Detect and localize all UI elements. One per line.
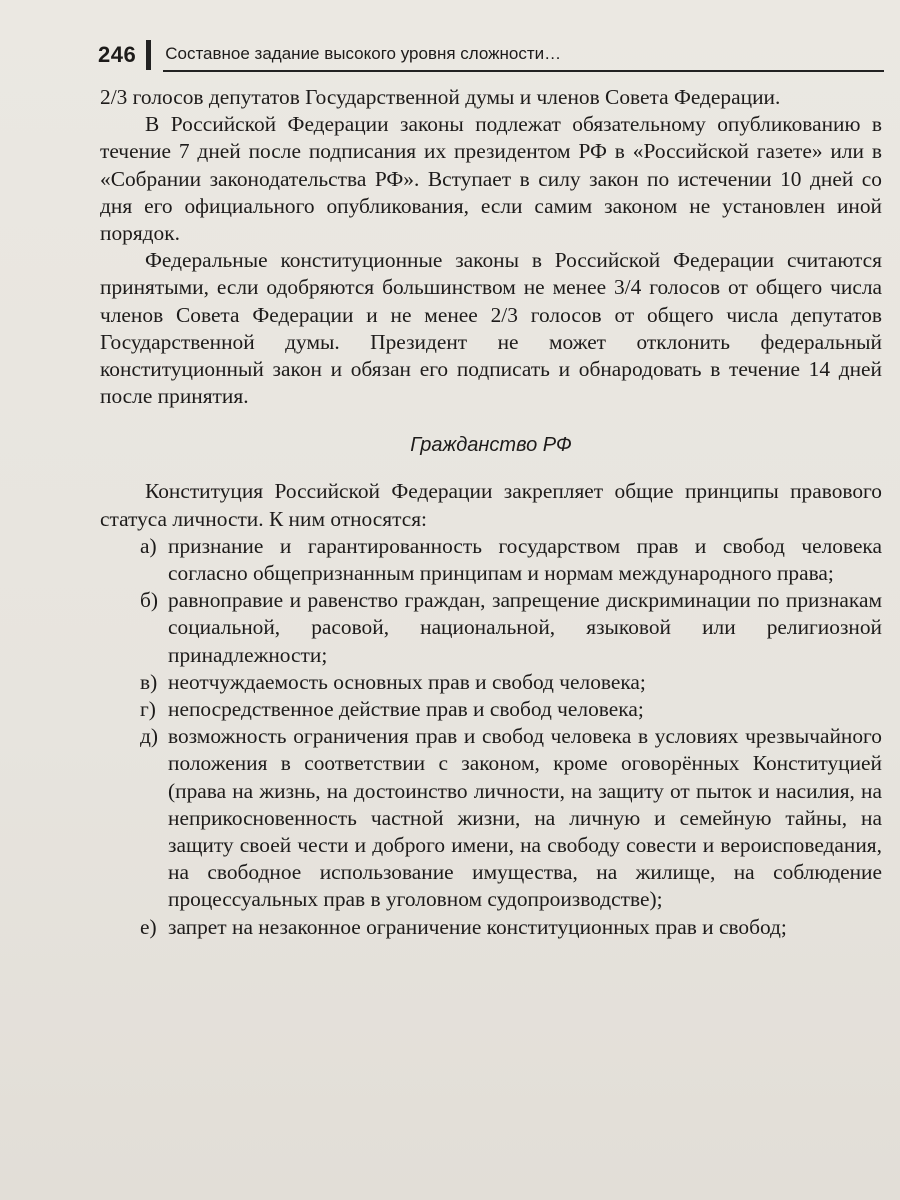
paragraph-continued: 2/3 голосов депутатов Государственной думы и членов Совета Федерации. — [100, 85, 781, 109]
running-title: Составное задание высокого уровня сложности… — [163, 44, 884, 72]
list-item-text: непосредственное действие прав и свобод человека; — [168, 697, 644, 722]
list-item — [100, 587, 882, 669]
list-item-text: возможность ограничения прав и свобод человека в условиях чрезвычайного положения в соответствии с законом, кроме оговорённых Конституцией (права на жизнь, на достоинство личности, на защиту от пыток и насилия, на неприкосновенность частной жизни, на личную и семейную тайны, на защиту своей чести и доброго имени, на свободу совести и вероисповедания, на свободное использование имущества, на жилище, на соблюдение процессуальных прав в уголовном судопроизводстве); — [168, 724, 882, 912]
list-item — [100, 914, 882, 941]
paragraph-intro: Конституция Российской Федерации закрепляет общие принципы правового статуса личности. К ним относятся: — [100, 479, 882, 531]
list-marker: е) — [140, 914, 157, 939]
page-body — [100, 84, 882, 941]
list-item-text: запрет на незаконное ограничение конституционных прав и свобод; — [168, 914, 787, 939]
list-item — [100, 723, 882, 913]
section-heading: Гражданство РФ — [410, 434, 572, 457]
list-item-text: равноправие и равенство граждан, запрещение дискриминации по признакам социальной, расовой, национальной, языковой или религиозной принадлежности; — [168, 588, 882, 667]
list-item-text: неотчуждаемость основных прав и свобод человека; — [168, 669, 646, 694]
list-marker: д) — [140, 724, 159, 749]
paragraph: Федеральные конституционные законы в Российской Федерации считаются принятыми, если одобряются большинством не менее 3/4 голосов от общего числа членов Совета Федерации и не менее 2/3 голосов от общего числа депутатов Государственной думы. Президент не может отклонить федеральный конституционный закон и обязан его подписать и обнародовать в течение 14 дней после принятия. — [100, 248, 882, 409]
header-divider-bar — [146, 40, 151, 70]
page-number: 246 — [98, 42, 137, 67]
paragraph: В Российской Федерации законы подлежат обязательному опубликованию в течение 7 дней после подписания их президентом РФ в «Российской газете» или в «Собрании законодательства РФ». Вступает в силу закон по истечении 10 дней со дня его официального опубликования, если самим законом не установлен иной порядок. — [100, 112, 882, 246]
list-item — [100, 533, 882, 587]
list-item — [100, 669, 882, 696]
list-marker: в) — [140, 669, 158, 694]
principles-list — [100, 533, 882, 941]
list-marker: б) — [140, 588, 159, 613]
list-item — [100, 696, 882, 723]
list-item-text: признание и гарантированность государством прав и свобод человека согласно общепризнанным принципам и нормам международного права; — [168, 533, 882, 586]
running-header — [98, 36, 884, 72]
list-marker: а) — [140, 533, 157, 558]
list-marker: г) — [140, 697, 156, 722]
